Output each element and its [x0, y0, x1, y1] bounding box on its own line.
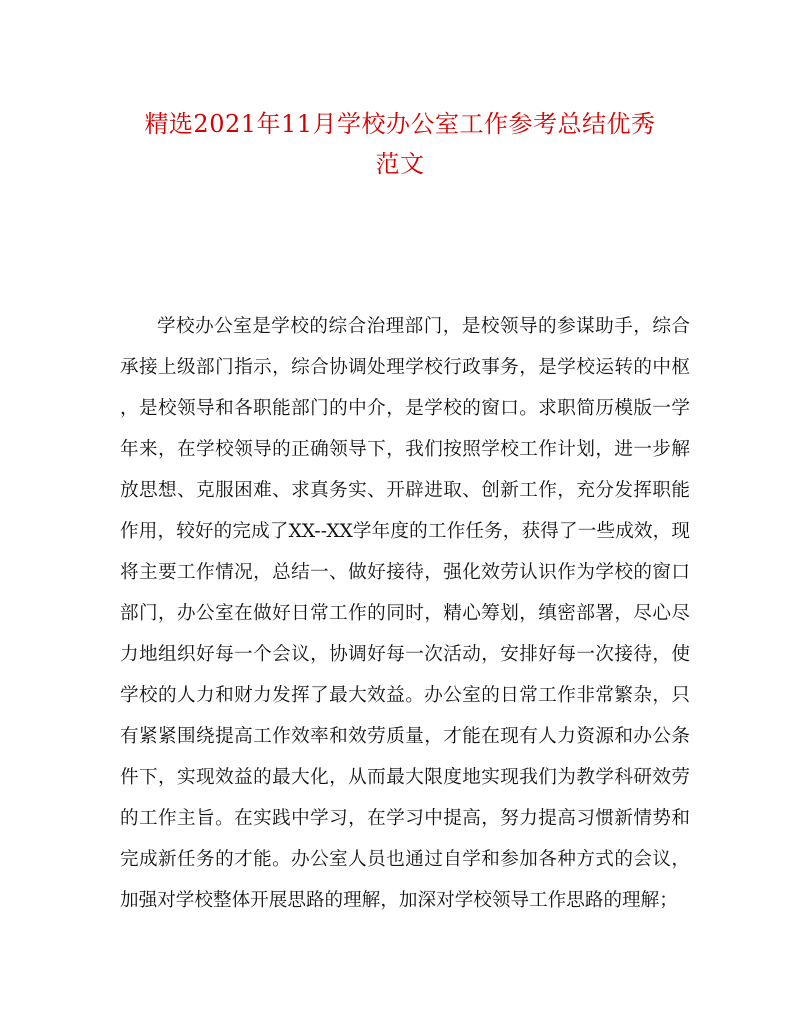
paragraph-line: 加强对学校整体开展思路的理解，加深对学校领导工作思路的理解；: [120, 890, 678, 911]
paragraph-line: 件下，实现效益的最大化，从而最大限度地实现我们为教学科研效劳: [120, 767, 690, 788]
paragraph-line: 学校办公室是学校的综合治理部门，是校领导的参谋助手，综合: [157, 316, 690, 337]
paragraph-line: 的工作主旨。在实践中学习，在学习中提高，努力提高习惯新情势和: [120, 808, 690, 829]
paragraph-line: 年来，在学校领导的正确领导下，我们按照学校工作计划，进一步解: [120, 439, 690, 460]
paragraph-line: 力地组织好每一个会议，协调好每一次活动，安排好每一次接待，使: [120, 644, 690, 665]
title-line-2: 范文: [375, 150, 425, 178]
paragraph-line: 放思想、克服困难、求真务实、开辟进取、创新工作，充分发挥职能: [120, 480, 690, 501]
paragraph-line: 作用，较好的完成了XX--XX学年度的工作任务，获得了一些成效，现: [120, 521, 690, 542]
paragraph-line: 有紧紧围绕提高工作效率和效劳质量，才能在现有人力资源和办公条: [120, 726, 690, 747]
body-paragraph: [120, 306, 690, 921]
document-title: [110, 104, 690, 184]
paragraph-line: 承接上级部门指示，综合协调处理学校行政事务，是学校运转的中枢: [120, 357, 690, 378]
paragraph-line: 学校的人力和财力发挥了最大效益。办公室的日常工作非常繁杂，只: [120, 685, 690, 706]
paragraph-line: 将主要工作情况，总结一、做好接待，强化效劳认识作为学校的窗口: [120, 562, 690, 583]
title-line-1: 精选2021年11月学校办公室工作参考总结优秀: [144, 110, 656, 138]
paragraph-line: 部门，办公室在做好日常工作的同时，精心筹划，缜密部署，尽心尽: [120, 603, 690, 624]
paragraph-line: ，是校领导和各职能部门的中介，是学校的窗口。求职简历模版一学: [120, 398, 690, 419]
paragraph-line: 完成新任务的才能。办公室人员也通过自学和参加各种方式的会议，: [120, 849, 690, 870]
